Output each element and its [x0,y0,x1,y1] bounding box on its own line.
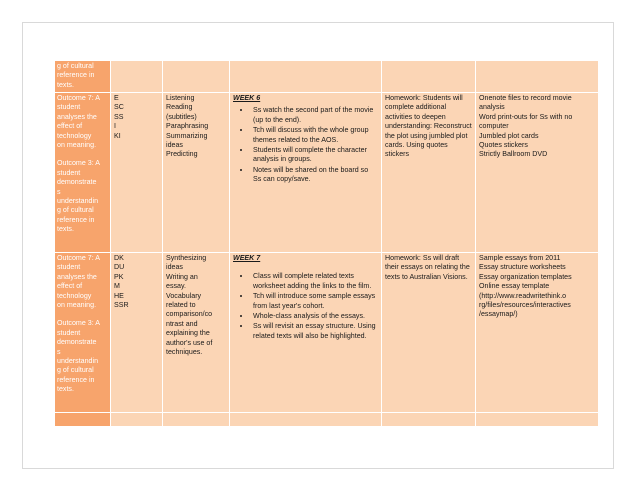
cell-text-line: s [57,347,61,356]
cell-text-line: E [114,94,119,102]
cell-text-line: PK [114,272,124,281]
cell-text-line: comparison/co [166,310,213,319]
cell-text-line: ntrast and [166,319,198,328]
cell-text-line: effect of [57,122,83,131]
cell-text-line: Predicting [166,150,198,159]
cell-text-line: technology [57,131,92,140]
cell-text-line: Summarizing [166,131,208,140]
cell-text-line: Outcome 3: A [57,159,100,168]
homework-cell [382,93,476,253]
activity-item: • Notes will be shared on the board so Ss can copy/save. [251,166,378,185]
cell-text-line: Strictly Ballroom DVD [479,150,548,159]
table-row [55,93,599,253]
cell-text-line: ideas [166,263,183,272]
cell-text-line: DK [114,254,124,262]
cell-text-line: Writing an [166,272,198,281]
cell-text-line: Listening [166,94,195,102]
cell-text-line: analyses the [57,112,97,121]
cell-text-line: M [114,282,120,291]
outcome-cell [55,253,111,413]
cell-text-line: SSR [114,301,129,310]
cell-text-line: demonstrate [57,338,97,347]
cell-text-line: student [57,103,81,112]
cell-text-line: explaining the [166,329,210,338]
cell-text-line: reference in [57,71,95,80]
cell-text-line: rg/files/resources/interactives [479,301,571,310]
activity-item: • Tch will discuss with the whole group themes related to the AOS. [251,126,378,145]
activity-list [233,272,378,341]
cell-text-line: on meaning. [57,141,97,150]
cell-text-line: author's use of [166,338,213,347]
resources-cell [476,61,599,93]
cell-text-line: /essaymap/) [479,310,518,319]
outcome-cell [55,93,111,253]
week-heading: WEEK 7 [233,254,261,262]
homework-cell [382,253,476,413]
homework-cell [382,61,476,93]
cell-text-line: Word print-outs for Ss with no computer [479,112,575,131]
table-row [55,61,599,93]
resources-cell [476,413,599,427]
cell-text-line: reference in [57,375,95,384]
activity-item: • Tch will introduce some sample essays from last year's cohort. [251,292,378,311]
cell-text-line: Outcome 3: A [57,319,100,328]
cell-text-line: texts. [57,225,74,234]
cell-text-line: Quotes stickers [479,141,528,150]
week-activities-cell [230,413,382,427]
codes-cell [111,413,163,427]
skills-cell [163,413,230,427]
homework-text: Homework: Students will complete additional activities to deepen understanding: Reconstruct the plot using jumbled plot cards. Using quotes stickers [385,94,474,159]
cell-text-line: student [57,168,81,177]
cell-text-line: reference in [57,215,95,224]
activity-item: • Ss will revisit an essay structure. Using related texts will also be highlighted. [251,322,378,341]
blank-line [57,310,107,319]
cell-text-line: s [57,187,61,196]
cell-text-line: SS [114,112,124,121]
cell-text-line: Reading [166,103,193,112]
activity-item: • Ss watch the second part of the movie (up to the end). [251,106,378,125]
cell-text-line: HE [114,291,124,300]
cell-text-line: texts. [57,385,74,394]
cell-text-line: (http://www.readwritethink.o [479,291,567,300]
cell-text-line: texts. [57,80,74,89]
lesson-plan-table [54,60,599,427]
cell-text-line: Synthesizing [166,254,207,262]
resources-cell [476,253,599,413]
week-heading: WEEK 6 [233,94,261,102]
cell-text-line: SC [114,103,124,112]
outcome-cell [55,61,111,93]
week-activities-cell [230,93,382,253]
cell-text-line: techniques. [166,348,203,357]
skills-cell [163,93,230,253]
cell-text-line: Essay organization templates [479,272,572,281]
cell-text-line: effect of [57,282,83,291]
cell-text-line: Vocabulary [166,291,202,300]
cell-text-line: understandin [57,357,99,366]
cell-text-line: g of cultural [57,62,94,70]
cell-text-line: Sample essays from 2011 [479,254,561,262]
outcome-cell [55,413,111,427]
cell-text-line: Online essay template [479,282,550,291]
cell-text-line: g of cultural [57,366,94,375]
cell-text-line: Onenote files to record movie analysis [479,94,574,112]
cell-text-line: demonstrate [57,178,97,187]
resources-cell [476,93,599,253]
table-row-empty [55,413,599,427]
cell-text-line: Paraphrasing [166,122,209,131]
activity-item: • Class will complete related texts worksheet adding the links to the film. [251,272,378,291]
activity-item: • Students will complete the character analysis in groups. [251,146,378,165]
activity-list [233,106,378,184]
table-row [55,253,599,413]
cell-text-line: Outcome 7: A [57,94,100,102]
cell-text-line: g of cultural [57,206,94,215]
homework-text: Homework: Ss will draft their essays on relating the texts to Australian Visions. [385,254,472,281]
cell-text-line: understandin [57,197,99,206]
homework-cell [382,413,476,427]
cell-text-line: (subtitles) [166,112,197,121]
activity-item: • Whole-class analysis of the essays. [251,312,378,321]
week-activities-cell [230,253,382,413]
cell-text-line: DU [114,263,125,272]
codes-cell [111,61,163,93]
cell-text-line: related to [166,301,196,310]
skills-cell [163,253,230,413]
week-activities-cell [230,61,382,93]
cell-text-line: Outcome 7: A [57,254,100,262]
codes-cell [111,93,163,253]
cell-text-line: ideas [166,141,183,150]
codes-cell [111,253,163,413]
cell-text-line: essay. [166,282,186,291]
cell-text-line: Jumbled plot cards [479,131,539,140]
cell-text-line: I [114,122,116,131]
cell-text-line: student [57,328,81,337]
cell-text-line: technology [57,291,92,300]
cell-text-line: KI [114,131,121,140]
cell-text-line: Essay structure worksheets [479,263,566,272]
cell-text-line: analyses the [57,272,97,281]
cell-text-line: on meaning. [57,301,97,310]
cell-text-line: student [57,263,81,272]
skills-cell [163,61,230,93]
spacer [233,263,378,269]
blank-line [57,150,107,159]
